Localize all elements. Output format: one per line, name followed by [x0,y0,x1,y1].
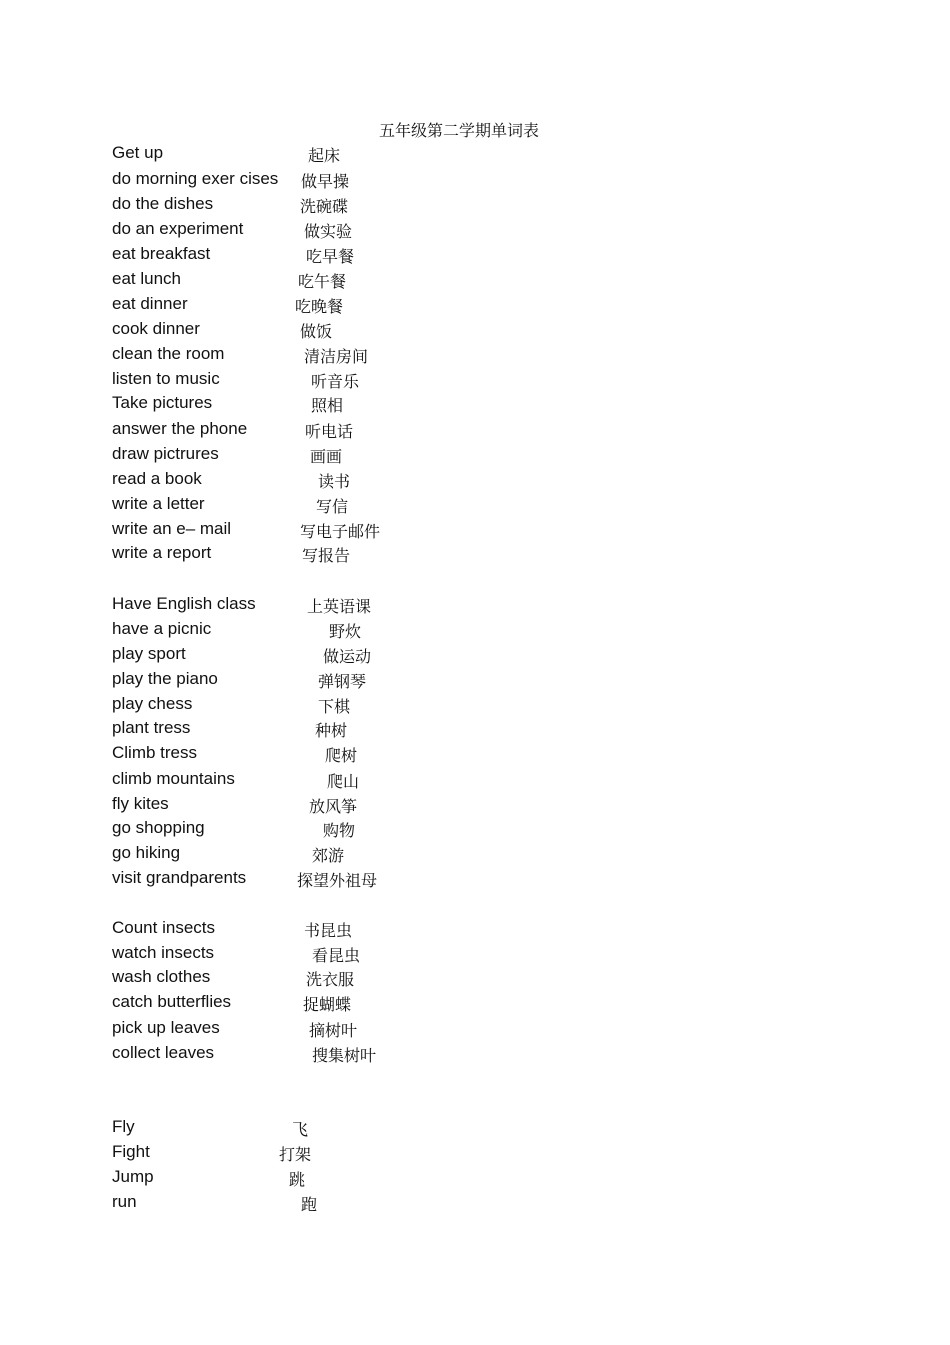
english-term: eat lunch [112,269,181,288]
list-item [0,967,950,992]
chinese-translation: 野炊 [329,622,362,641]
english-term: Climb tress [112,743,198,762]
chinese-translation: 购物 [323,821,356,840]
chinese-translation: 洗碗碟 [300,197,349,216]
english-term: plant tress [112,718,191,737]
list-item [0,344,950,369]
chinese-translation: 洗衣服 [306,970,355,989]
list-item [0,294,950,319]
english-term: listen to music [112,369,220,388]
english-term: do an experiment [112,219,244,238]
list-item [0,519,950,544]
list-item [0,694,950,719]
english-term: Count insects [112,918,215,937]
list-item [0,419,950,444]
chinese-translation: 吃早餐 [306,247,355,266]
chinese-translation: 听音乐 [311,372,360,391]
english-term: Get up [112,143,164,162]
list-item [0,369,950,394]
list-item [0,244,950,269]
chinese-translation: 跳 [289,1170,306,1189]
list-item [0,769,950,794]
chinese-translation: 摘树叶 [309,1021,358,1040]
list-item [0,494,950,519]
list-item [0,219,950,244]
chinese-translation: 做实验 [304,222,353,241]
chinese-translation: 吃午餐 [298,272,347,291]
english-term: cook dinner [112,319,200,338]
chinese-translation: 写报告 [302,546,351,565]
list-item [0,319,950,344]
chinese-translation: 上英语课 [307,597,372,616]
chinese-translation: 看昆虫 [312,946,361,965]
list-item [0,1142,950,1167]
english-term: catch butterflies [112,992,232,1011]
chinese-translation: 爬树 [325,746,358,765]
english-term: do morning exer cises [112,169,279,188]
list-item [0,1043,950,1068]
list-item [0,818,950,843]
list-item [0,469,950,494]
chinese-translation: 放风筝 [309,797,358,816]
chinese-translation: 照相 [311,396,344,415]
english-term: read a book [112,469,202,488]
english-term: play sport [112,644,186,663]
chinese-translation: 做饭 [300,322,333,341]
english-term: watch insects [112,943,215,962]
chinese-translation: 郊游 [312,846,345,865]
chinese-translation: 起床 [308,146,341,165]
list-item [0,868,950,893]
chinese-translation: 打架 [279,1145,312,1164]
english-term: pick up leaves [112,1018,220,1037]
chinese-translation: 清洁房间 [304,347,369,366]
english-term: run [112,1192,137,1211]
list-item [0,1018,950,1043]
chinese-translation: 搜集树叶 [312,1046,377,1065]
english-term: play the piano [112,669,218,688]
english-term: answer the phone [112,419,248,438]
chinese-translation: 听电话 [305,422,354,441]
list-item [0,619,950,644]
english-term: do the dishes [112,194,214,213]
chinese-translation: 跑 [301,1195,318,1214]
chinese-translation: 做早操 [301,172,350,191]
english-term: Jump [112,1167,154,1186]
chinese-translation: 飞 [292,1120,309,1139]
english-term: eat breakfast [112,244,211,263]
english-term: write a report [112,543,212,562]
list-item [0,794,950,819]
english-term: Fly [112,1117,135,1136]
english-term: visit grandparents [112,868,247,887]
chinese-translation: 种树 [315,721,348,740]
english-term: go hiking [112,843,181,862]
english-term: climb mountains [112,769,235,788]
chinese-translation: 下棋 [318,697,351,716]
english-term: Take pictures [112,393,213,412]
page-title: 五年级第二学期单词表 [379,121,540,140]
list-item [0,1117,950,1142]
chinese-translation: 读书 [318,472,351,491]
list-item [0,594,950,619]
english-term: draw pictrures [112,444,219,463]
list-item [0,943,950,968]
list-item [0,992,950,1017]
chinese-translation: 弹钢琴 [318,672,367,691]
list-item [0,143,950,168]
chinese-translation: 做运动 [323,647,372,666]
list-item [0,1192,950,1217]
chinese-translation: 画画 [310,447,343,466]
list-item [0,543,950,568]
list-item [0,644,950,669]
english-term: write an e– mail [112,519,232,538]
chinese-translation: 探望外祖母 [297,871,378,890]
list-item [0,194,950,219]
list-item [0,843,950,868]
list-item [0,444,950,469]
chinese-translation: 写信 [316,497,349,516]
list-item [0,1167,950,1192]
list-item [0,169,950,194]
chinese-translation: 书昆虫 [304,921,353,940]
chinese-translation: 吃晚餐 [295,297,344,316]
list-item [0,718,950,743]
english-term: collect leaves [112,1043,215,1062]
list-item [0,269,950,294]
english-term: play chess [112,694,193,713]
chinese-translation: 捉蝴蝶 [303,995,352,1014]
chinese-translation: 写电子邮件 [300,522,381,541]
list-item [0,743,950,768]
english-term: write a letter [112,494,205,513]
english-term: eat dinner [112,294,188,313]
english-term: go shopping [112,818,205,837]
list-item [0,918,950,943]
english-term: Fight [112,1142,150,1161]
english-term: have a picnic [112,619,212,638]
english-term: wash clothes [112,967,211,986]
english-term: clean the room [112,344,225,363]
english-term: fly kites [112,794,169,813]
list-item [0,393,950,418]
chinese-translation: 爬山 [327,772,360,791]
list-item [0,669,950,694]
english-term: Have English class [112,594,256,613]
